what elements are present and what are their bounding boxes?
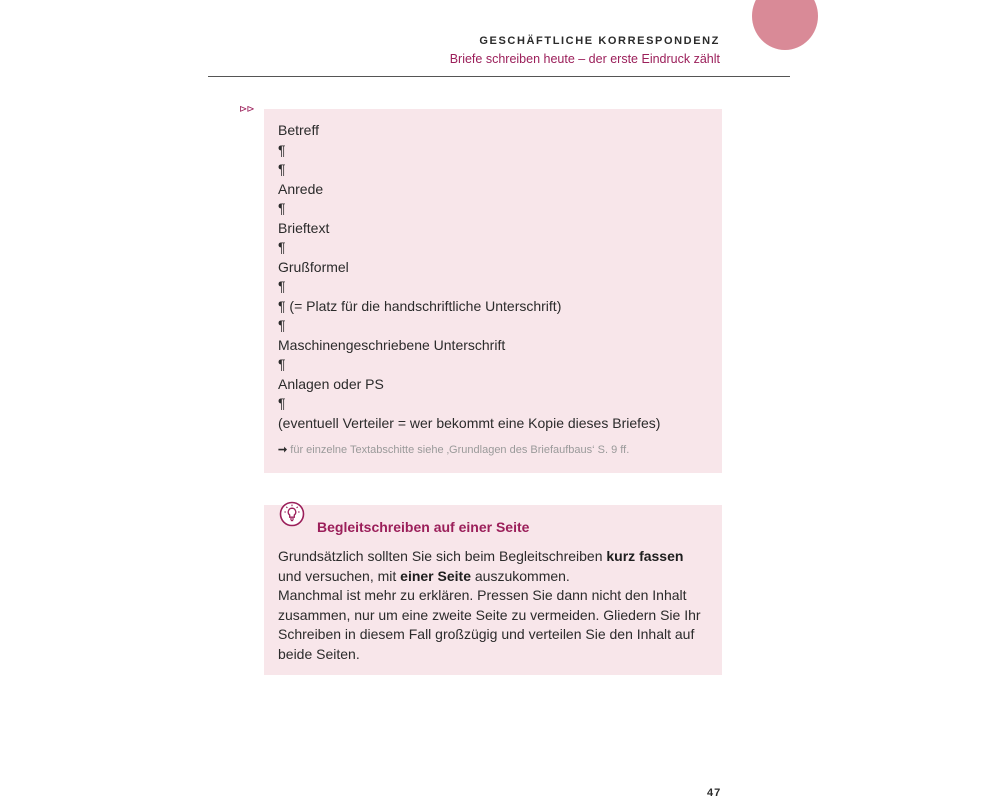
section-title: GESCHÄFTLICHE KORRESPONDENZ bbox=[479, 35, 720, 47]
page-number: 47 bbox=[707, 787, 722, 799]
structure-line: ¶ bbox=[278, 395, 286, 411]
tip-paragraph-2: Manchmal ist mehr zu erklären. Pressen Sie dann nicht den Inhalt zusammen, nur um eine zweite Seite zu vermeiden. Gliedern Sie Ihr Schreiben in diesem Fall großzügig und verteilen Sie den Inhalt auf beide Seiten. bbox=[278, 587, 701, 662]
letter-structure-box bbox=[264, 109, 722, 473]
header-divider bbox=[208, 76, 790, 77]
structure-line: Grußformel bbox=[278, 258, 349, 275]
tip-header bbox=[278, 505, 708, 547]
chapter-tab-marker bbox=[752, 0, 818, 50]
structure-line: ¶ (= Platz für die handschriftliche Unterschrift) bbox=[278, 297, 562, 314]
structure-line: ¶ bbox=[278, 356, 286, 372]
tip-text-segment: und versuchen, mit bbox=[278, 567, 401, 584]
structure-line: Anlagen oder PS bbox=[278, 375, 384, 392]
tip-box bbox=[264, 505, 722, 675]
structure-line: ¶ bbox=[278, 200, 286, 216]
structure-line: ¶ bbox=[278, 317, 286, 333]
section-subtitle: Briefe schreiben heute – der erste Eindruck zählt bbox=[449, 52, 720, 66]
cross-reference bbox=[278, 443, 708, 456]
lightbulb-icon bbox=[279, 501, 305, 527]
structure-line: (eventuell Verteiler = wer bekommt eine Kopie dieses Briefes) bbox=[278, 414, 661, 431]
tip-emphasis: einer Seite bbox=[400, 567, 471, 584]
cross-reference-text: für einzelne Textabschitte siehe ‚Grundlagen des Briefaufbaus‘ S. 9 ff. bbox=[290, 444, 630, 456]
tip-text-segment: Grundsätzlich sollten Sie sich beim Begleitschreiben bbox=[278, 548, 607, 564]
structure-line: ¶ bbox=[278, 161, 286, 177]
structure-line: Betreff bbox=[278, 122, 319, 138]
structure-line: ¶ bbox=[278, 239, 286, 255]
tip-emphasis: kurz fassen bbox=[606, 548, 684, 564]
structure-line: Anrede bbox=[278, 180, 324, 197]
structure-line: Brieftext bbox=[278, 219, 330, 236]
continue-marker-icon: ⊳⊳ bbox=[239, 104, 254, 115]
tip-paragraph-1 bbox=[278, 547, 708, 586]
tip-title: Begleitschreiben auf einer Seite bbox=[317, 519, 530, 535]
arrow-right-icon: ➞ bbox=[278, 444, 288, 456]
structure-line: ¶ bbox=[278, 141, 286, 158]
tip-text-segment: auszukommen. bbox=[471, 567, 570, 584]
structure-line: ¶ bbox=[278, 278, 286, 294]
structure-line: Maschinengeschriebene Unterschrift bbox=[278, 336, 506, 353]
